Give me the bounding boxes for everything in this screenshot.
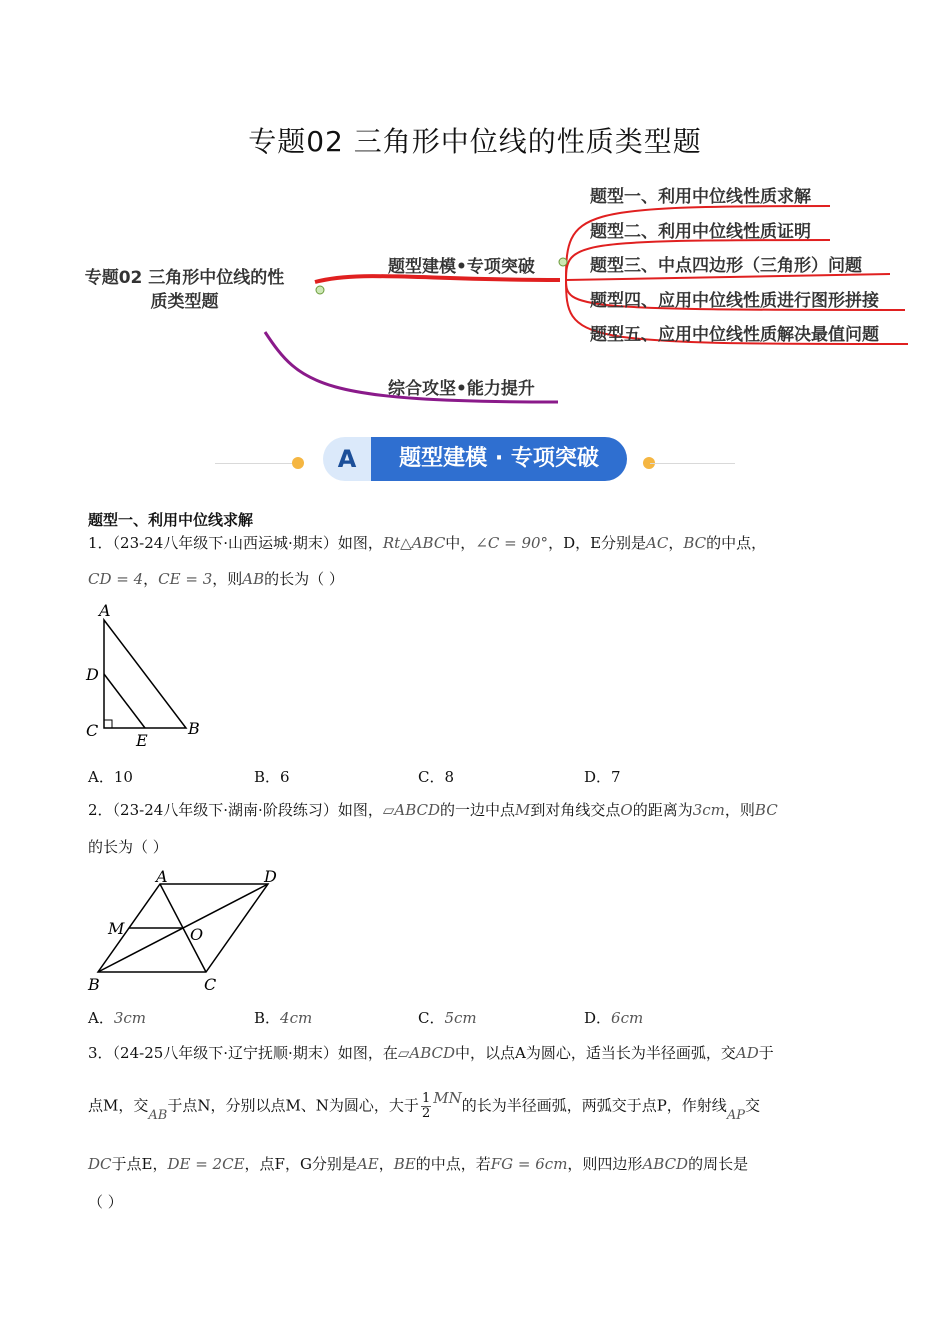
q2-text: 的一边中点	[440, 801, 516, 819]
q2-option-a: A．3cm	[88, 1009, 147, 1027]
q1-line-1	[88, 533, 766, 553]
banner-letter: A	[323, 437, 371, 481]
q3-text: 于	[758, 1044, 774, 1062]
q1-triangle	[104, 620, 186, 728]
mindmap-branch-1: 题型建模•专项突破	[388, 257, 535, 277]
mindmap-leaf-1: 题型一、利用中位线性质求解	[590, 187, 811, 207]
q3-de: DE = 2CE	[167, 1155, 245, 1173]
q3-text: 交	[744, 1096, 760, 1115]
q1-angle: ∠C = 90°	[475, 534, 549, 552]
q3-text: 点M，交	[88, 1096, 149, 1115]
q2-m: M	[515, 801, 531, 819]
q1-label-d: D	[86, 665, 99, 684]
q1-option-a: A．10	[88, 768, 133, 786]
mindmap-leaf-4: 题型四、应用中位线性质进行图形拼接	[590, 291, 879, 311]
q1-line-2	[88, 569, 344, 589]
q3-ap: AP	[726, 1107, 745, 1123]
q1-cd: CD = 4	[88, 570, 144, 588]
q1-option-d: D．7	[584, 768, 621, 786]
q1-label-c: C	[86, 721, 99, 740]
q3-ae: AE	[356, 1155, 379, 1173]
q3-line-3: DC于点E，DE = 2CE，点F，G分别是AE，BE的中点，若FG = 6cm，则四边形ABCD的周长是	[88, 1155, 749, 1173]
q2-o: O	[620, 801, 633, 819]
q1-right-angle-mark	[104, 720, 112, 728]
q1-rt-triangle: Rt△ABC	[382, 534, 446, 552]
q1-text: 1．（23-24八年级下·山西运城·期末）如图，	[88, 534, 383, 552]
q3-ad: AD	[735, 1044, 759, 1062]
q3-text: 于点N，分别以点M、N为圆心，大于	[167, 1096, 419, 1115]
collapse-icon	[316, 286, 324, 294]
q1-ab: AB	[242, 570, 265, 588]
q2-option-b: B．4cm	[254, 1009, 313, 1027]
q2-line-1	[88, 800, 778, 820]
q2-label-c: C	[204, 975, 217, 994]
q3-ab: AB	[148, 1107, 168, 1123]
q2-label-d: D	[264, 868, 277, 886]
q1-label-b: B	[188, 719, 200, 738]
q3-dc: DC	[88, 1155, 112, 1173]
mindmap-branch-2: 综合攻坚•能力提升	[388, 379, 535, 399]
collapse-icon	[559, 258, 567, 266]
q3-be: BE	[393, 1155, 416, 1173]
mindmap-root: 专题02 三角形中位线的性质类型题	[84, 268, 285, 312]
q3-text: 3．（24-25八年级下·辽宁抚顺·期末）如图，在	[88, 1044, 398, 1062]
q3-abcd: ABCD	[642, 1155, 689, 1173]
q2-line-2: 的长为（ ）	[88, 838, 168, 856]
q2-distance: 3cm	[692, 801, 725, 819]
q3-fraction-half: $\frac{1}{2}$	[421, 1091, 431, 1121]
q1-text: 中，	[445, 534, 476, 552]
q1-bc: BC	[683, 534, 707, 552]
q3-parallelogram: ▱ABCD	[397, 1044, 456, 1062]
q1-ac: AC	[646, 534, 669, 552]
q1-text: 的中点，	[706, 534, 767, 552]
banner-left-line	[215, 463, 300, 464]
q1-text: ，D，E分别是	[548, 534, 647, 552]
q1-text: ，	[143, 570, 159, 588]
mindmap-leaf-5: 题型五、应用中位线性质解决最值问题	[590, 325, 879, 345]
q2-bc: BC	[754, 801, 778, 819]
q2-label-a: A	[156, 868, 168, 886]
section-title: 题型一、利用中位线求解	[88, 511, 254, 529]
q2-figure	[80, 868, 290, 996]
q1-figure	[80, 600, 220, 750]
q2-option-d: D．6cm	[584, 1009, 644, 1027]
q3-fg: FG = 6cm	[490, 1155, 568, 1173]
q1-label-e: E	[136, 731, 148, 750]
q2-text: 2．（23-24八年级下·湖南·阶段练习）如图，	[88, 801, 383, 819]
q2-text: ，则	[724, 801, 755, 819]
q1-option-c: C．8	[418, 768, 455, 786]
q1-label-a: A	[99, 601, 111, 620]
q3-line-2	[88, 1088, 760, 1132]
q3-text: 的中点，若	[415, 1155, 491, 1173]
mindmap-leaf-3: 题型三、中点四边形（三角形）问题	[590, 256, 862, 276]
q3-text: 的长为半径画弧，两弧交于点P，作射线	[461, 1096, 727, 1115]
q3-text: ，点F，G分别是	[244, 1155, 357, 1173]
q3-text: 的周长是	[688, 1155, 749, 1173]
banner-title: 题型建模 · 专项突破	[371, 437, 627, 481]
q2-option-c: C．5cm	[418, 1009, 477, 1027]
q2-label-m: M	[108, 919, 125, 938]
banner-right-line	[650, 463, 735, 464]
q2-text: 到对角线交点	[530, 801, 621, 819]
q1-text: ，	[668, 534, 684, 552]
q3-text: 中，以点A为圆心，适当长为半径画弧，交	[455, 1044, 736, 1062]
q3-line-1	[88, 1043, 774, 1063]
q3-line-4: （ ）	[88, 1193, 123, 1211]
q2-label-o: O	[190, 925, 204, 944]
q2-text: 的距离为	[632, 801, 693, 819]
q1-ce: CE = 3	[158, 570, 213, 588]
q1-text: ，则	[212, 570, 243, 588]
q2-label-b: B	[88, 975, 100, 994]
page-title: 专题02 三角形中位线的性质类型题	[248, 125, 702, 158]
mindmap-leaf-2: 题型二、利用中位线性质证明	[590, 222, 811, 242]
q3-mn: MN	[433, 1088, 462, 1107]
q2-parallelogram: ▱ABCD	[382, 801, 441, 819]
banner-left-dot	[292, 457, 304, 469]
q1-text: 的长为（ ）	[264, 570, 344, 588]
q1-option-b: B．6	[254, 768, 290, 786]
q3-text: ，则四边形	[567, 1155, 643, 1173]
q3-text: 于点E，	[111, 1155, 168, 1173]
